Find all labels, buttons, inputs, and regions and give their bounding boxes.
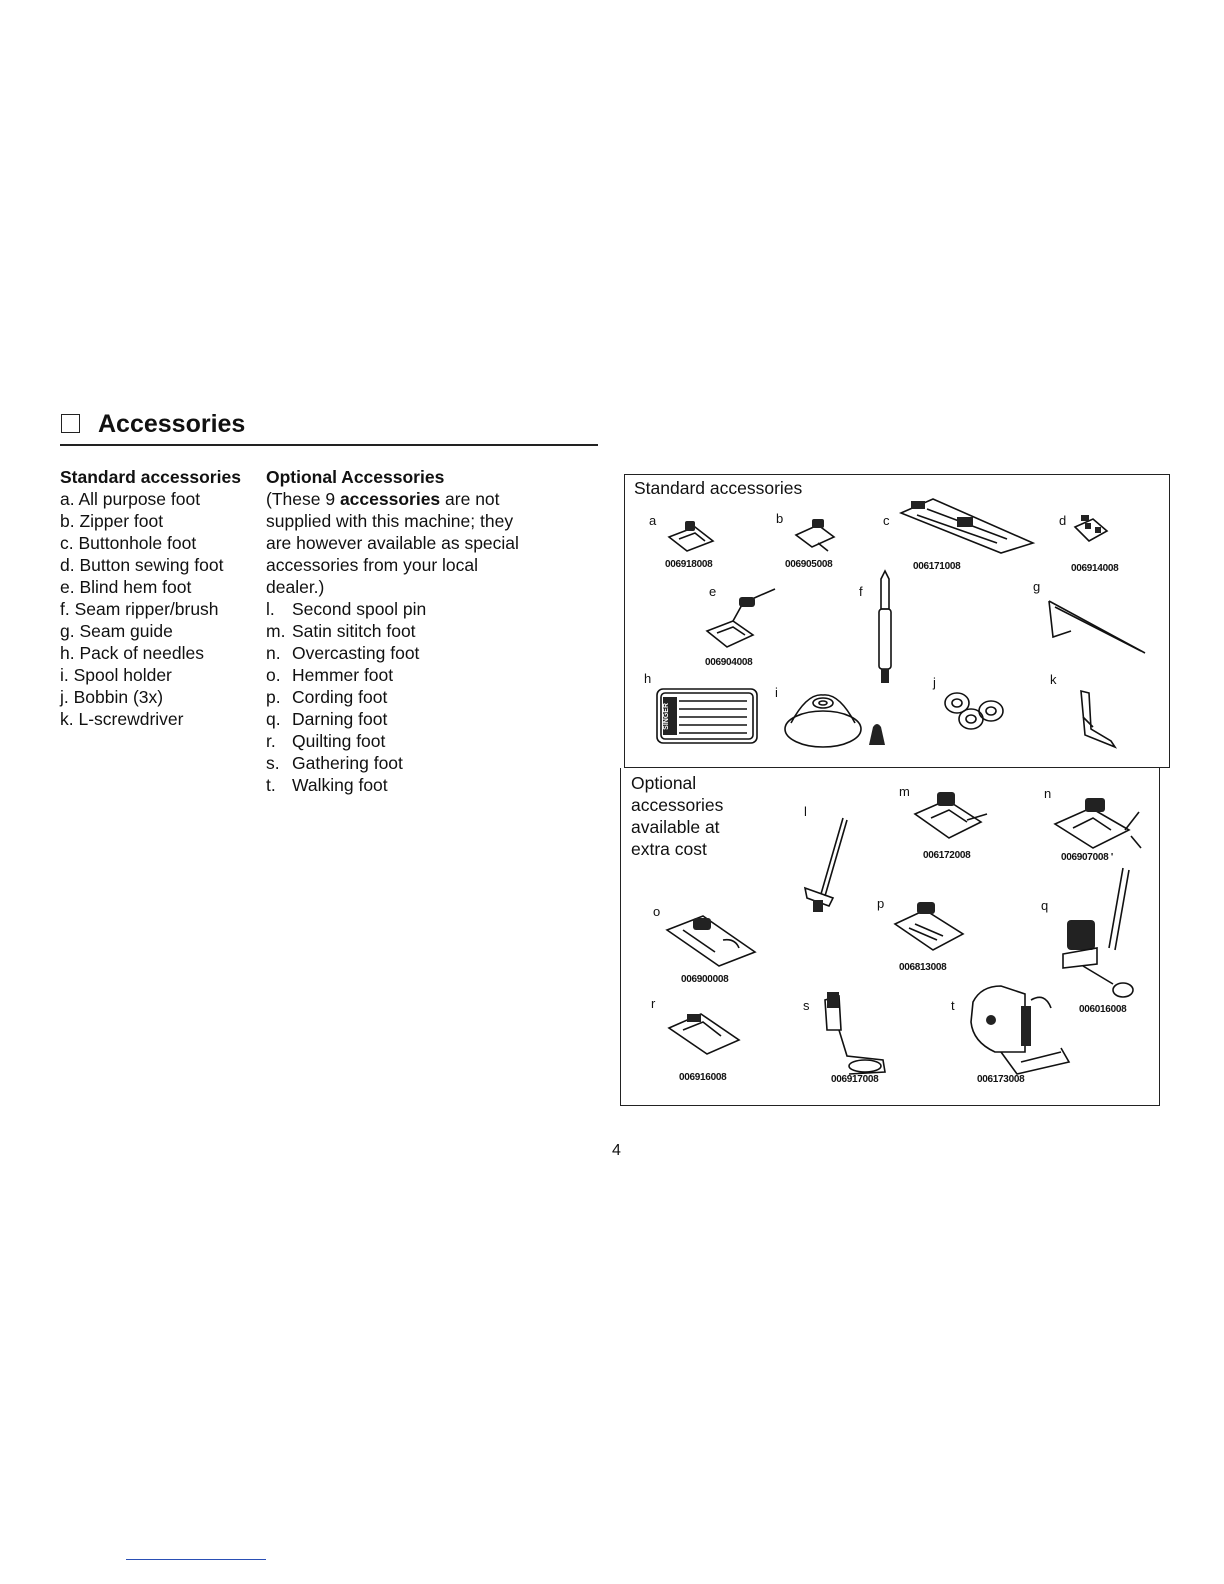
- item-letter: r.: [266, 731, 276, 751]
- optional-label-line: available at: [631, 817, 720, 837]
- figure-letter-l: l: [804, 804, 807, 819]
- second-spool-pin-icon: [801, 814, 851, 918]
- item-letter: q.: [266, 709, 281, 729]
- figure-letter-s: s: [803, 998, 810, 1013]
- item-letter: n.: [266, 643, 281, 663]
- optional-label-line: accessories: [631, 795, 724, 815]
- optional-intro-line: accessories from your local: [266, 555, 479, 575]
- figure-letter-t: t: [951, 998, 955, 1013]
- optional-accessories-list: [266, 466, 566, 796]
- walking-foot-icon: [961, 982, 1073, 1086]
- all-purpose-foot-icon: [665, 515, 717, 555]
- gathering-foot-icon: [819, 990, 895, 1084]
- list-item: [266, 708, 566, 730]
- part-number-e: 006904008: [705, 657, 753, 668]
- item-label: Gathering foot: [292, 753, 403, 773]
- part-number-o: 006900008: [681, 974, 729, 985]
- optional-intro-line: [266, 488, 566, 510]
- list-item: [266, 730, 566, 752]
- list-item: j. Bobbin (3x): [60, 687, 164, 707]
- list-item: b. Zipper foot: [60, 511, 164, 531]
- part-number-s: 006917008: [831, 1074, 879, 1085]
- footer-divider: [126, 1559, 266, 1560]
- item-label: Walking foot: [292, 775, 388, 795]
- blind-hem-foot-icon: [703, 587, 783, 657]
- buttonhole-foot-icon: [897, 495, 1037, 555]
- figure-letter-q: q: [1041, 898, 1049, 913]
- figure-letter-j: j: [933, 675, 936, 690]
- intro-bold-text: accessories: [339, 489, 441, 509]
- list-item: e. Blind hem foot: [60, 577, 192, 597]
- bobbins-icon: [937, 689, 1007, 745]
- optional-accessories-figure: [620, 768, 1160, 1106]
- part-number-d: 006914008: [1071, 563, 1119, 574]
- standard-accessories-figure: [624, 474, 1170, 768]
- spool-holder-icon: [783, 689, 893, 751]
- item-label: Darning foot: [292, 709, 388, 729]
- figure-letter-m: m: [899, 784, 910, 799]
- part-number-q: 006016008: [1079, 1004, 1127, 1015]
- item-letter: m.: [266, 621, 286, 641]
- seam-guide-icon: [1045, 597, 1149, 657]
- figure-letter-e: e: [709, 584, 717, 599]
- item-label: Second spool pin: [292, 599, 427, 619]
- optional-intro-line: are however available as special: [266, 533, 519, 553]
- figure-letter-i: i: [775, 685, 778, 700]
- standard-heading: Standard accessories: [60, 467, 241, 487]
- quilting-foot-icon: [665, 1004, 745, 1066]
- list-item: i. Spool holder: [60, 665, 172, 685]
- optional-label-line: Optional: [631, 773, 697, 793]
- list-item: [266, 620, 566, 642]
- item-letter: l.: [266, 599, 275, 619]
- list-item: k. L-screwdriver: [60, 709, 184, 729]
- intro-text: (These 9: [266, 489, 340, 509]
- part-number-m: 006172008: [923, 850, 971, 861]
- part-number-c: 006171008: [913, 561, 961, 572]
- list-item: [266, 664, 566, 686]
- list-item: a. All purpose foot: [60, 489, 201, 509]
- list-item: h. Pack of needles: [60, 643, 204, 663]
- item-letter: t.: [266, 775, 276, 795]
- figure-letter-o: o: [653, 904, 661, 919]
- list-item: d. Button sewing foot: [60, 555, 224, 575]
- part-number-n: 006907008 ': [1061, 852, 1113, 863]
- figure-letter-r: r: [651, 996, 656, 1011]
- optional-intro-line: dealer.): [266, 577, 325, 597]
- figure-letter-c: c: [883, 513, 890, 528]
- page-title: Accessories: [98, 410, 246, 438]
- page-number: 4: [612, 1142, 621, 1159]
- figure-letter-b: b: [776, 511, 784, 526]
- needle-pack-icon: [655, 685, 759, 747]
- figure-letter-p: p: [877, 896, 885, 911]
- figure-letter-k: k: [1050, 672, 1057, 687]
- item-label: Cording foot: [292, 687, 388, 707]
- figure-optional-label: [631, 772, 723, 860]
- figure-letter-g: g: [1033, 579, 1041, 594]
- figure-letter-n: n: [1044, 786, 1052, 801]
- part-number-t: 006173008: [977, 1074, 1025, 1085]
- button-sewing-foot-icon: [1071, 513, 1111, 549]
- item-label: Quilting foot: [292, 731, 386, 751]
- part-number-a: 006918008: [665, 559, 713, 570]
- item-letter: o.: [266, 665, 281, 685]
- item-letter: s.: [266, 753, 280, 773]
- hemmer-foot-icon: [663, 908, 763, 974]
- overcasting-foot-icon: [1051, 790, 1143, 856]
- cording-foot-icon: [891, 898, 971, 960]
- figure-standard-label: Standard accessories: [634, 478, 803, 498]
- standard-accessories-list: [60, 466, 265, 730]
- list-item: [266, 598, 566, 620]
- optional-label-line: extra cost: [631, 839, 707, 859]
- list-item: [266, 642, 566, 664]
- figure-letter-d: d: [1059, 513, 1067, 528]
- optional-heading: Optional Accessories: [266, 467, 445, 487]
- item-label: Hemmer foot: [292, 665, 394, 685]
- list-item: [266, 774, 566, 796]
- intro-text: are not: [440, 489, 500, 509]
- part-number-b: 006905008: [785, 559, 833, 570]
- item-label: Overcasting foot: [292, 643, 420, 663]
- list-item: [266, 752, 566, 774]
- checkbox-icon: [61, 414, 80, 433]
- l-screwdriver-icon: [1071, 687, 1121, 753]
- figure-letter-h: h: [644, 671, 652, 686]
- part-number-p: 006813008: [899, 962, 947, 973]
- list-item: c. Buttonhole foot: [60, 533, 197, 553]
- optional-intro-line: supplied with this machine; they: [266, 511, 514, 531]
- section-header: [60, 408, 598, 446]
- figure-letter-f: f: [859, 584, 863, 599]
- seam-ripper-brush-icon: [873, 569, 897, 685]
- figure-letter-a: a: [649, 513, 657, 528]
- item-label: Satin sititch foot: [292, 621, 416, 641]
- satin-stitch-foot-icon: [911, 786, 991, 846]
- part-number-r: 006916008: [679, 1072, 727, 1083]
- list-item: [266, 686, 566, 708]
- list-item: f. Seam ripper/brush: [60, 599, 219, 619]
- needle-pack-brand: SINGER: [663, 703, 670, 730]
- list-item: g. Seam guide: [60, 621, 173, 641]
- zipper-foot-icon: [790, 515, 840, 555]
- item-letter: p.: [266, 687, 281, 707]
